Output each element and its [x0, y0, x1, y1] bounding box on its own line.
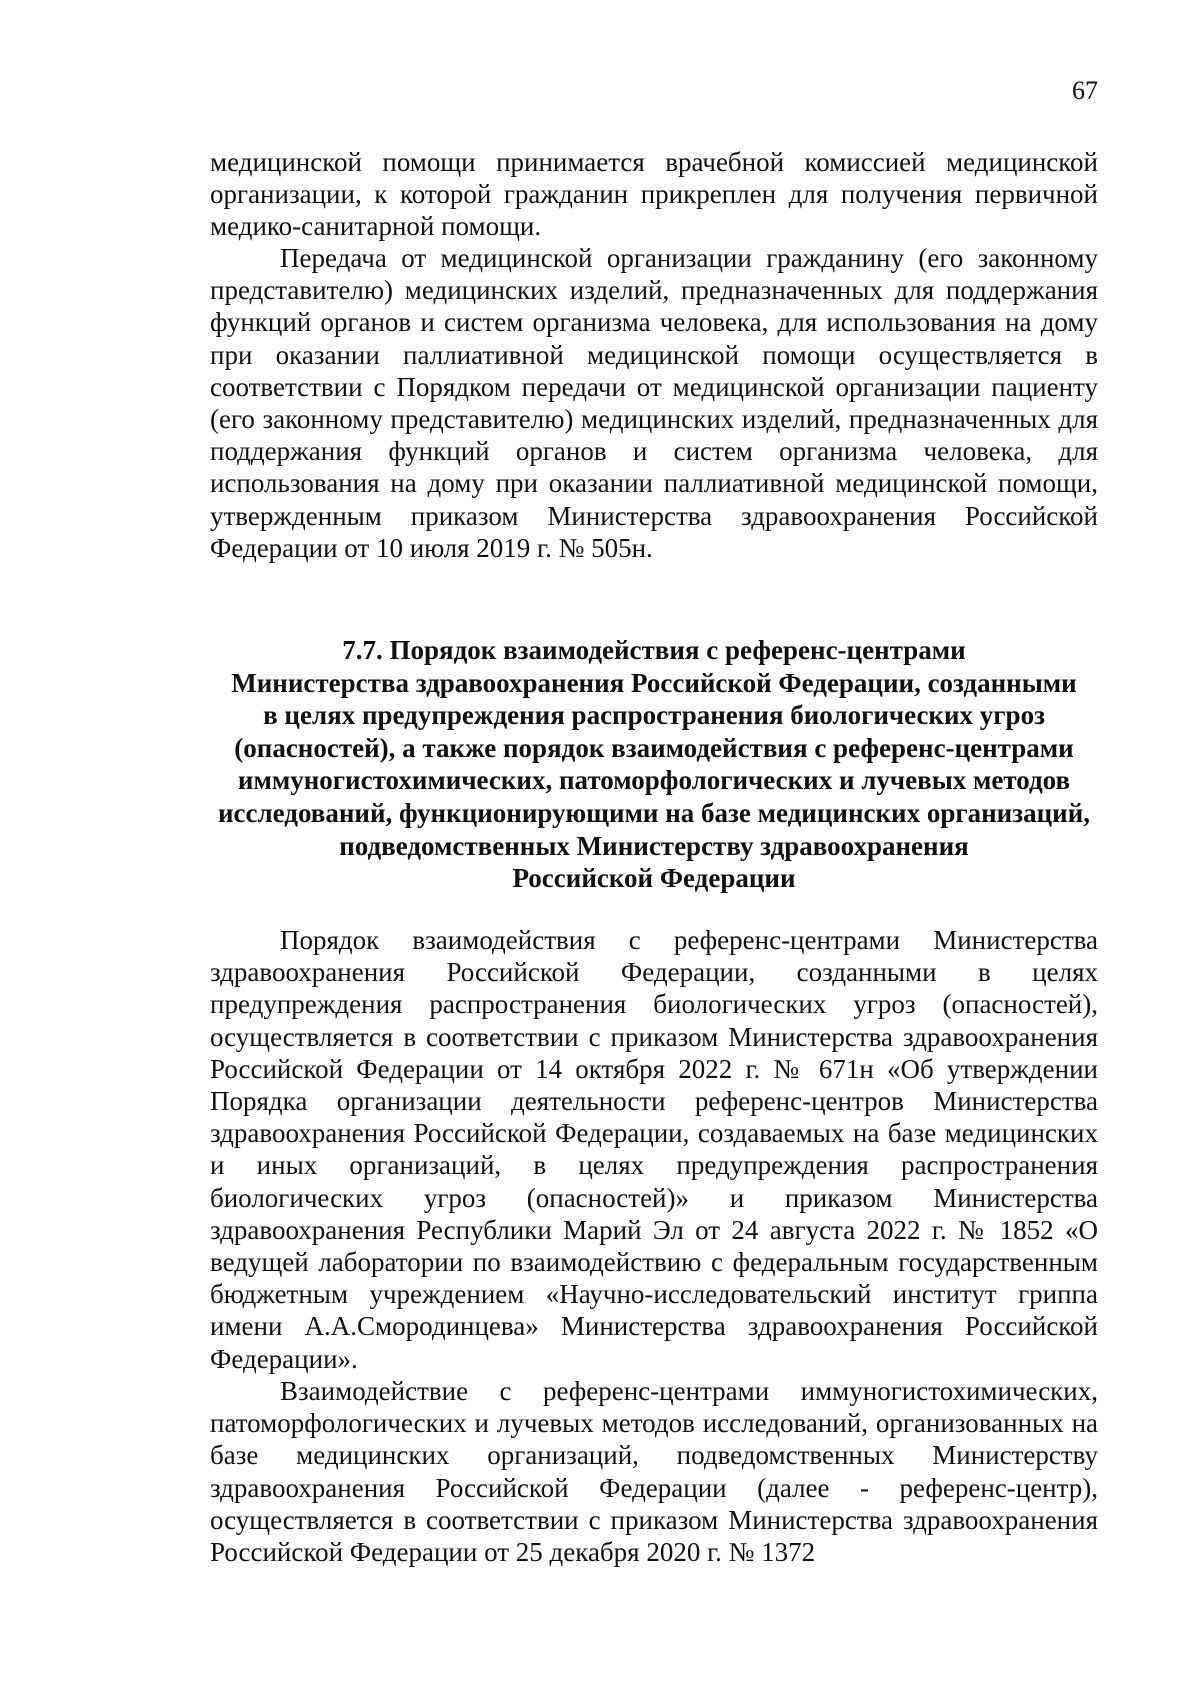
paragraph-continuation: медицинской помощи принимается врачебной комиссией медицинской организации, к которой гражданин прикреплен для получения первичной медико-санитарной помощи. [210, 147, 1098, 242]
heading-line: подведомственных Министерству здравоохранения [339, 830, 969, 861]
page-number: 67 [1072, 76, 1098, 105]
heading-line: иммуногистохимических, патоморфологических и лучевых методов [237, 765, 1071, 796]
section-heading-7-7 [210, 634, 1098, 895]
heading-line: 7.7. Порядок взаимодействия с референс-центрами [342, 635, 966, 665]
heading-line: в целях предупреждения распространения биологических угроз [263, 700, 1045, 731]
heading-line: Министерства здравоохранения Российской Федерации, созданными [231, 667, 1077, 698]
paragraph-reference-centers-methods: Взаимодействие с референс-центрами иммуногистохимических, патоморфологических и лучевых методов исследований, организованных на базе медицинских организаций, подведомственных Министерству здравоохранения Российской Федерации (далее - референс-центр), осуществляется в соответствии с приказом Министерства здравоохранения Российской Федерации от 25 декабря 2020 г. № 1372 [210, 1376, 1098, 1568]
heading-line: (опасностей), а также порядок взаимодействия с референс-центрами [234, 732, 1074, 763]
paragraph-medical-devices-transfer: Передача от медицинской организации гражданину (его законному представителю) медицинских изделий, предназначенных для поддержания функций органов и систем организма человека, для использования на дому при оказании паллиативной медицинской помощи осуществляется в соответствии с Порядком передачи от медицинской организации пациенту (его законному представителю) медицинских изделий, предназначенных для поддержания функций органов и систем организма человека, для использования на дому при оказании паллиативной медицинской помощи, утвержденным приказом Министерства здравоохранения Российской Федерации от 10 июля 2019 г. № 505н. [210, 243, 1098, 563]
paragraph-reference-centers-biological: Порядок взаимодействия с референс-центрами Министерства здравоохранения Российской Федерации, созданными в целях предупреждения распространения биологических угроз (опасностей), осуществляется в соответствии с приказом Министерства здравоохранения Российской Федерации от 14 октября 2022 г. № 671н «Об утверждении Порядка организации деятельности референс-центров Министерства здравоохранения Российской Федерации, создаваемых на базе медицинских и иных организаций, в целях предупреждения распространения биологических угроз (опасностей)» и приказом Министерства здравоохранения Республики Марий Эл от 24 августа 2022 г. № 1852 «О ведущей лаборатории по взаимодействию с федеральным государственным бюджетным учреждением «Научно-исследовательский институт гриппа имени А.А.Смородинцева» Министерства здравоохранения Российской Федерации». [210, 925, 1098, 1374]
heading-line: исследований, функционирующими на базе медицинских организаций, [217, 797, 1091, 828]
heading-line: Российской Федерации [512, 863, 796, 894]
